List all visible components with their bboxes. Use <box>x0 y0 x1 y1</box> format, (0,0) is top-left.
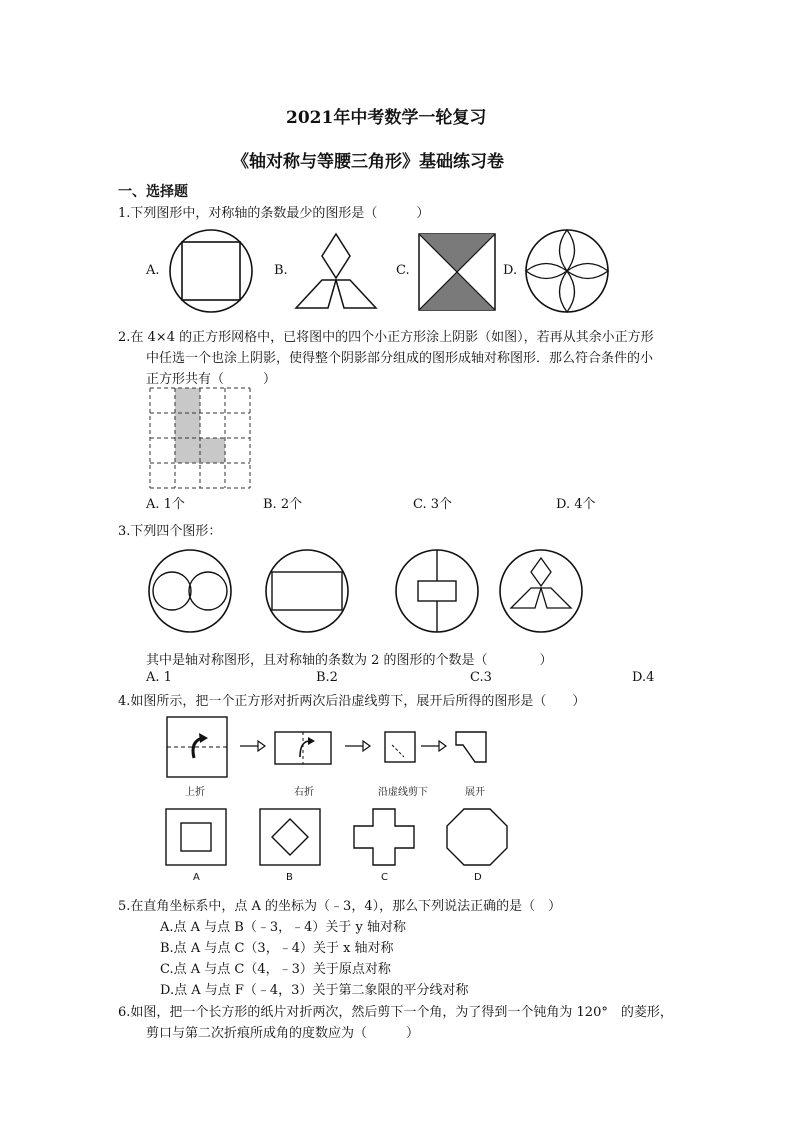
q1-figure-c <box>417 232 497 312</box>
q2-option-d: D. 4个 <box>556 497 596 512</box>
q1-figure-d <box>524 228 610 314</box>
q3-figure-4 <box>498 548 584 634</box>
q4-option-b-figure <box>259 808 321 866</box>
q4-step-fold-up <box>166 716 228 778</box>
q4-step-fold-right <box>274 731 332 765</box>
q3-figure-3 <box>394 548 480 634</box>
question-3-text: 3.下列四个图形： <box>118 524 222 539</box>
q4-option-d-figure <box>446 808 508 866</box>
q4-option-c-label: C <box>381 872 388 883</box>
q4-option-b-label: B <box>286 872 293 883</box>
section-heading: 一、选择题 <box>118 184 188 200</box>
q5-option-c: C.点 A 与点 C（4，﹣3）关于原点对称 <box>160 962 391 977</box>
q3-figure-2 <box>264 548 350 634</box>
q2-option-a: A. 1个 <box>146 497 185 512</box>
q5-option-d: D.点 A 与点 F（﹣4，3）关于第二象限的平分线对称 <box>160 983 469 998</box>
q4-step-unfold <box>455 731 487 763</box>
q3-option-b: B.2 <box>316 670 338 685</box>
q4-option-a-label: A <box>193 872 200 883</box>
q1-figure-b <box>294 232 378 312</box>
q4-step-label-4: 展开 <box>465 787 485 798</box>
q4-option-a-figure <box>165 808 227 866</box>
question-1-text: 1.下列图形中，对称轴的条数最少的图形是（ ） <box>118 206 430 221</box>
q1-option-a-label: A. <box>146 263 160 278</box>
arrow-icon-1 <box>240 740 266 752</box>
title-line-1: 2021年中考数学一轮复习 <box>286 108 487 128</box>
q4-step-cut <box>384 731 416 763</box>
q2-option-b: B. 2个 <box>263 497 303 512</box>
q4-option-c-figure <box>353 808 415 866</box>
question-2-line-2: 中任选一个也涂上阴影，使得整个阴影部分组成的图形成轴对称图形．那么符合条件的小 <box>146 351 654 366</box>
arrow-icon-2 <box>345 740 371 752</box>
q3-option-c: C.3 <box>470 670 492 685</box>
q1-option-d-label: D. <box>503 263 518 278</box>
question-2-line-3: 正方形共有（ ） <box>146 372 277 387</box>
question-5-text: 5.在直角坐标系中，点 A 的坐标为（﹣3，4），那么下列说法正确的是（ ） <box>118 899 562 914</box>
q4-step-label-3: 沿虚线剪下 <box>378 787 428 798</box>
q4-option-d-label: D <box>474 872 482 883</box>
question-4-text: 4.如图所示，把一个正方形对折两次后沿虚线剪下，展开后所得的图形是（ ） <box>118 694 586 709</box>
q5-option-b: B.点 A 与点 C（3，﹣4）关于 x 轴对称 <box>160 941 394 956</box>
arrow-icon-3 <box>421 740 447 752</box>
q1-option-b-label: B. <box>274 263 288 278</box>
q2-option-c: C. 3个 <box>413 497 453 512</box>
q2-grid-figure <box>150 388 252 488</box>
q1-option-c-label: C. <box>396 263 410 278</box>
question-6-line-1: 6.如图，把一个长方形的纸片对折两次，然后剪下一个角，为了得到一个钝角为 120° 的菱形， <box>118 1005 673 1020</box>
q1-figure-a <box>168 228 254 314</box>
question-3-prompt: 其中是轴对称图形，且对称轴的条数为 2 的图形的个数是（ ） <box>146 653 553 668</box>
q5-option-a: A.点 A 与点 B（﹣3，﹣4）关于 y 轴对称 <box>160 920 407 935</box>
q3-option-d: D.4 <box>632 670 655 685</box>
q4-step-label-2: 右折 <box>294 787 314 798</box>
q4-step-label-1: 上折 <box>185 787 205 798</box>
q3-figure-1 <box>147 548 233 634</box>
question-6-line-2: 剪口与第二次折痕所成角的度数应为（ ） <box>146 1026 420 1041</box>
question-2-line-1: 2.在 4×4 的正方形网格中，已将图中的四个小正方形涂上阴影（如图），若再从其余小正方形 <box>118 330 654 345</box>
q3-option-a: A. 1 <box>146 670 172 685</box>
title-line-2: 《轴对称与等腰三角形》基础练习卷 <box>232 152 504 172</box>
